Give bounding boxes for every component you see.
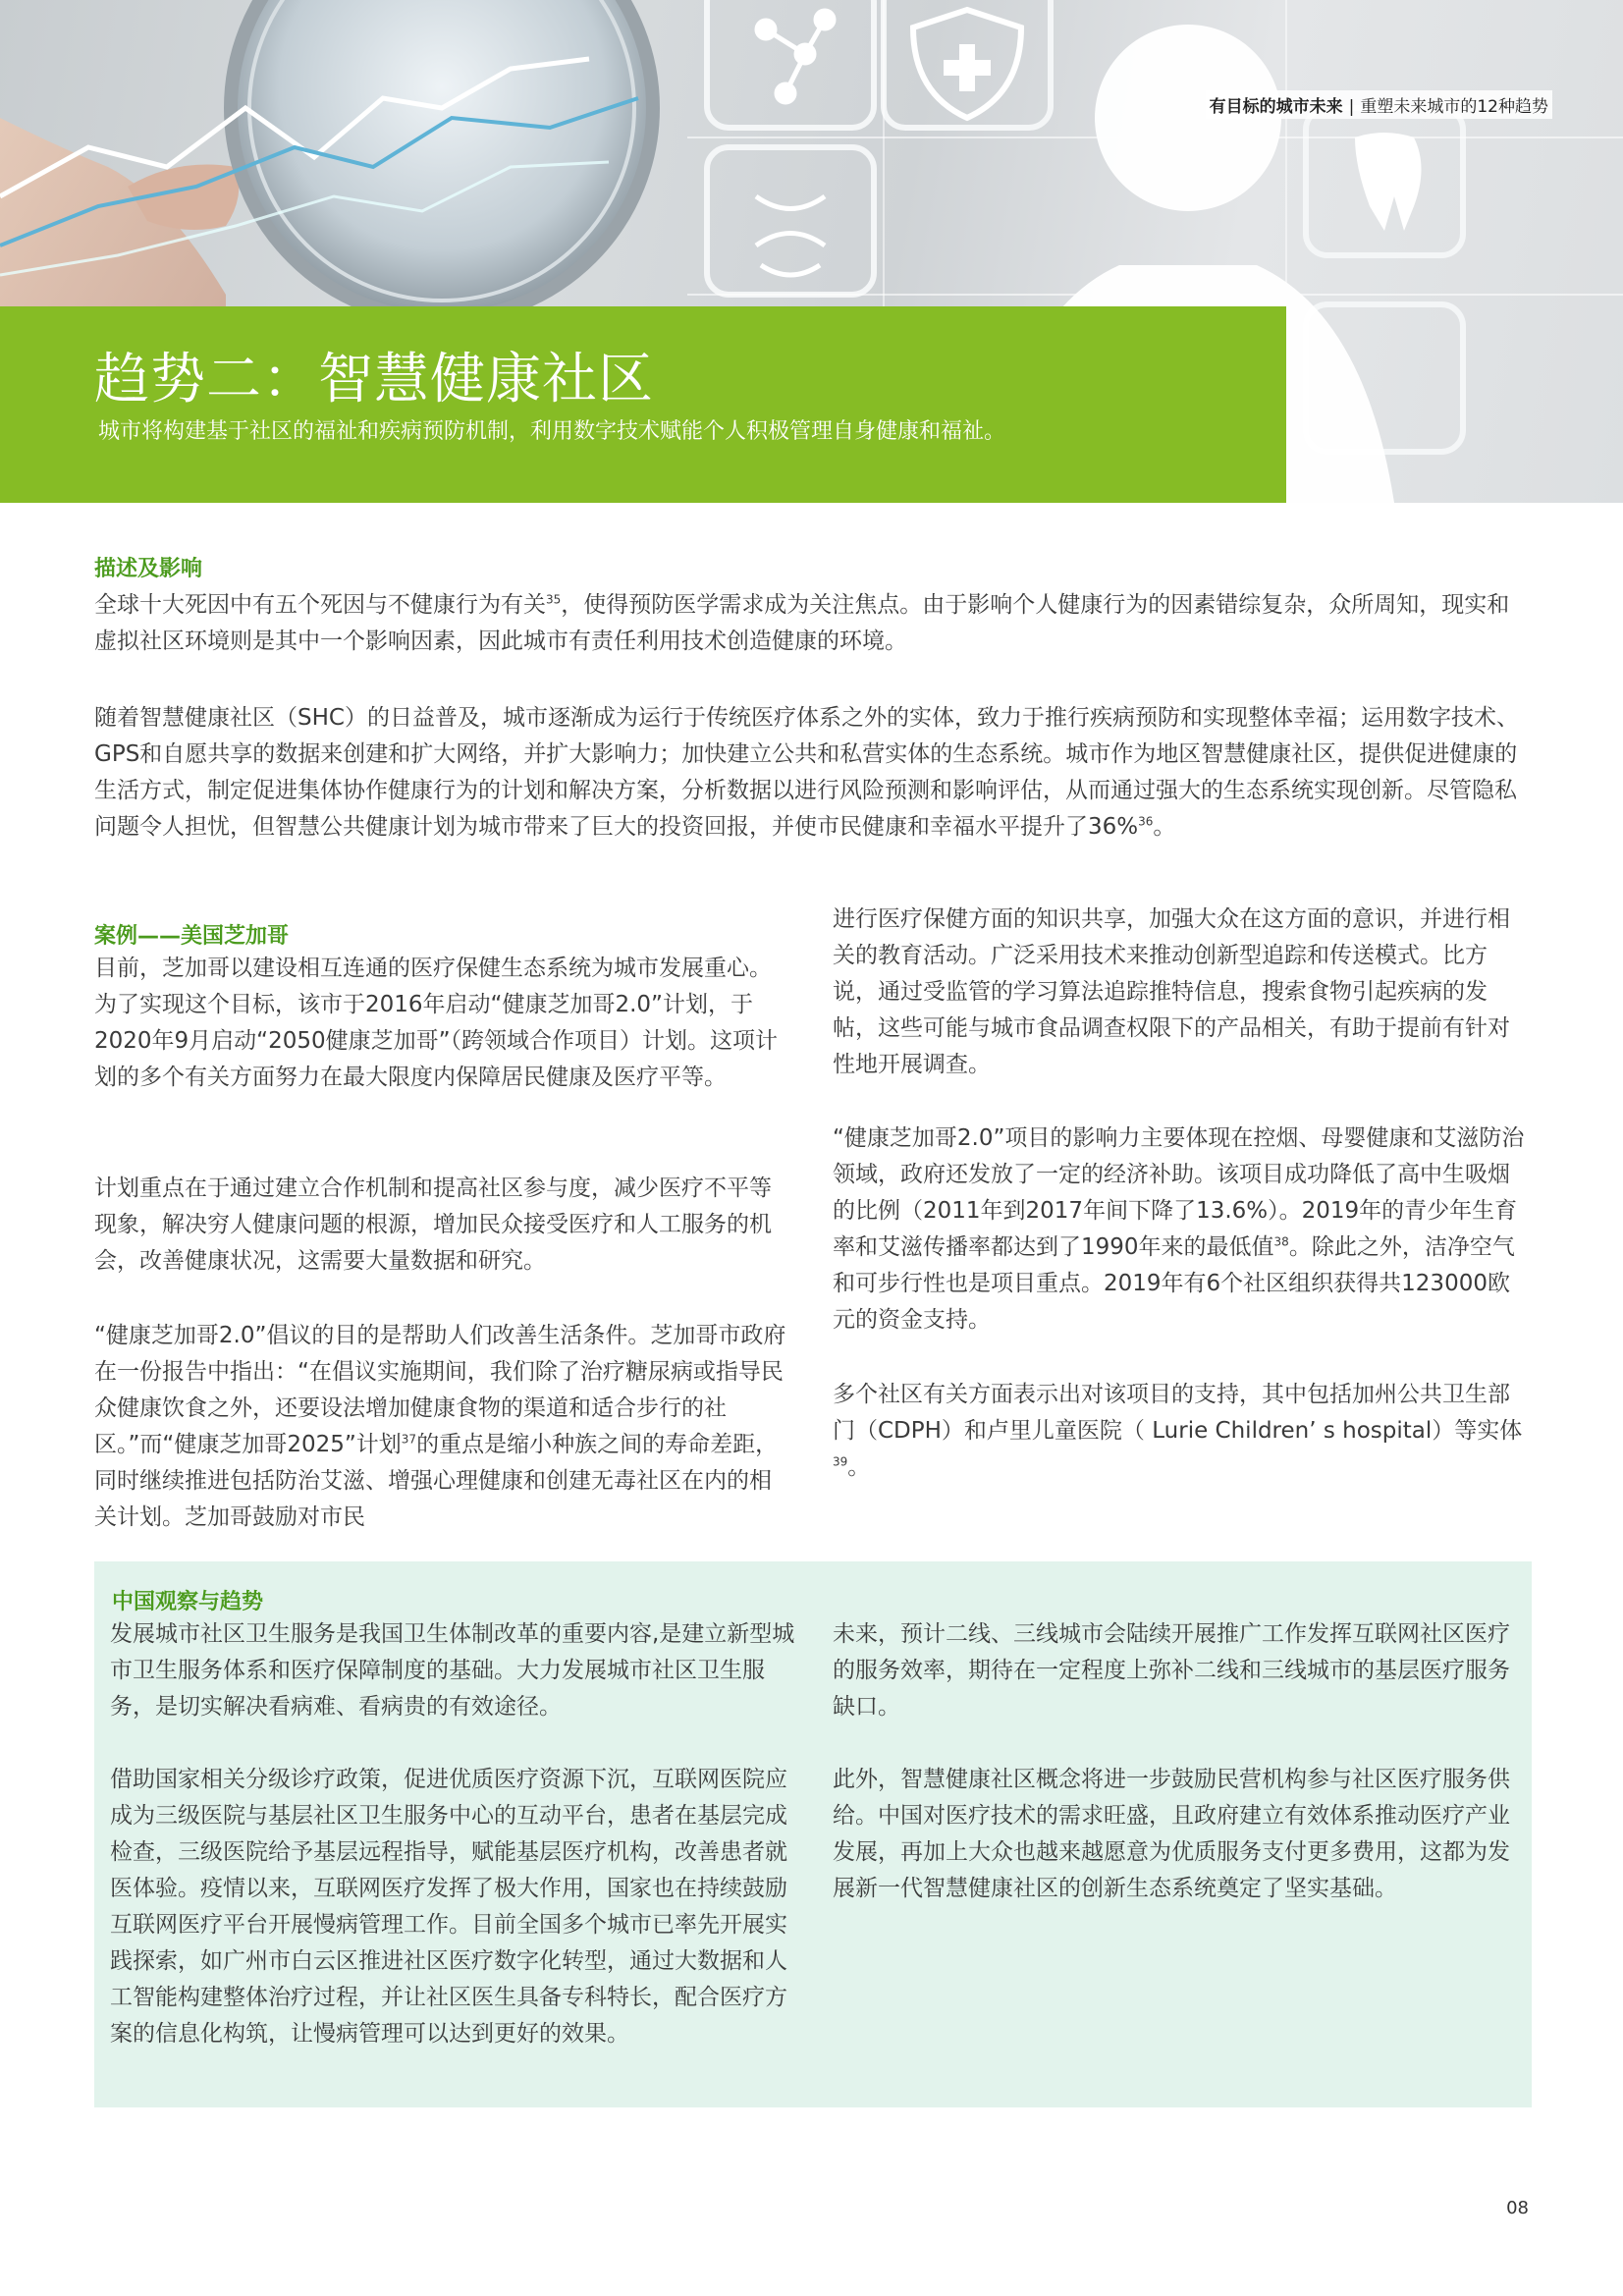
section1-p2-text-b: 。 [1153,814,1176,840]
case-r2-text-b: 。除此之外，洁净空气和可步行性也是项目重点。2019年有6个社区组织获得共123000欧元的资金支持。 [833,1234,1515,1333]
hero-image [0,0,1623,503]
china-insights-box [94,1561,1532,2107]
page-subtitle: 城市将构建基于社区的福祉和疾病预防机制，利用数字技术赋能个人积极管理自身健康和福祉。 [98,419,1006,444]
section1-paragraph-1 [94,587,1532,660]
case-r3-text-a: 多个社区有关方面表示出对该项目的支持，其中包括加州公共卫生部门（CDPH）和卢里儿童医院（ Lurie Children’ s hospital）等实体 [833,1382,1523,1444]
footnote-36: 36 [1138,814,1154,829]
china-right-paragraph-1: 未来，预计二线、三线城市会陆续开展推广工作发挥互联网社区医疗的服务效率，期待在一定程度上弥补二线和三线城市的基层医疗服务缺口。 [833,1621,1510,1720]
footnote-37: 37 [401,1432,417,1447]
section-heading-description: 描述及影响 [94,557,203,581]
case-right-paragraph-3 [833,1377,1532,1486]
running-header-title: 重塑未来城市的12种趋势 [1360,97,1548,117]
china-left-paragraph-2: 借助国家相关分级诊疗政策，促进优质医疗资源下沉，互联网医院应成为三级医院与基层社区卫生服务中心的互动平台，患者在基层完成检查，三级医院给予基层远程指导，赋能基层医疗机构，改善患者就医体验。疫情以来，互联网医疗发挥了极大作用，国家也在持续鼓励互联网医疗平台开展慢病管理工作。目前全国多个城市已率先开展实践探索，如广州市白云区推进社区医疗数字化转型，通过大数据和人工智能构建整体治疗过程，并让社区医生具备专科特长，配合医疗方案的信息化构筑，让慢病管理可以达到更好的效果。 [110,1767,787,2047]
section1-paragraph-2 [94,700,1532,846]
running-header-bold: 有目标的城市未来 [1209,97,1343,117]
china-left-paragraph-1: 发展城市社区卫生服务是我国卫生体制改革的重要内容,是建立新型城市卫生服务体系和医疗保障制度的基础。大力发展城市社区卫生服务，是切实解决看病难、看病贵的有效途径。 [110,1621,795,1720]
title-banner [0,306,1286,503]
running-header-separator: | [1348,97,1355,117]
section-heading-china: 中国观察与趋势 [112,1590,264,1614]
page-number: 08 [1506,2198,1529,2218]
case-r3-text-b: 。 [847,1454,871,1480]
case-right-paragraph-2 [833,1121,1532,1339]
section-heading-case: 案例——美国芝加哥 [94,924,290,949]
case-l3-text-a: “健康芝加哥2.0”倡议的目的是帮助人们改善生活条件。芝加哥市政府在一份报告中指出：“在倡议实施期间，我们除了治疗糖尿病或指导民众健康饮食之外，还要设法增加健康食物的渠道和适合步行的社区。”而“健康芝加哥2025”计划 [94,1323,786,1457]
case-right-paragraph-1: 进行医疗保健方面的知识共享，加强大众在这方面的意识，并进行相关的教育活动。广泛采用技术来推动创新型追踪和传送模式。比方说，通过受监管的学习算法追踪推特信息，搜索食物引起疾病的发帖，这些可能与城市食品调查权限下的产品相关，有助于提前有针对性地开展调查。 [833,906,1510,1077]
footnote-38: 38 [1273,1234,1289,1249]
section1-p1-text-b: ，使得预防医学需求成为关注焦点。由于影响个人健康行为的因素错综复杂，众所周知，现实和虚拟社区环境则是其中一个影响因素，因此城市有责任利用技术创造健康的环境。 [94,592,1510,654]
case-left-paragraph-3 [94,1318,791,1536]
case-left-paragraph-1: 目前，芝加哥以建设相互连通的医疗保健生态系统为城市发展重心。为了实现这个目标，该市于2016年启动“健康芝加哥2.0”计划，于2020年9月启动“2050健康芝加哥”（跨领域合作项目）计划。这项计划的多个有关方面努力在最大限度内保障居民健康及医疗平等。 [94,956,779,1090]
footnote-39: 39 [833,1454,848,1469]
case-r2-text-a: “健康芝加哥2.0”项目的影响力主要体现在控烟、母婴健康和艾滋防治领域，政府还发放了一定的经济补助。该项目成功降低了高中生吸烟的比例（2011年到2017年间下降了13.6%）。2019年的青少年生育率和艾滋传播率都达到了1990年来的最低值 [833,1125,1525,1260]
china-right-paragraph-2: 此外，智慧健康社区概念将进一步鼓励民营机构参与社区医疗服务供给。中国对医疗技术的需求旺盛，且政府建立有效体系推动医疗产业发展，再加上大众也越来越愿意为优质服务支付更多费用，这都为发展新一代智慧健康社区的创新生态系统奠定了坚实基础。 [833,1767,1510,1901]
running-header [1206,90,1552,119]
case-l3-text-b: 的重点是缩小种族之间的寿命差距，同时继续推进包括防治艾滋、增强心理健康和创建无毒社区在内的相关计划。芝加哥鼓励对市民 [94,1432,779,1530]
page-title: 趋势二：智慧健康社区 [94,348,654,411]
section1-p1-text-a: 全球十大死因中有五个死因与不健康行为有关 [94,592,546,618]
footnote-35: 35 [546,592,562,607]
case-left-paragraph-2: 计划重点在于通过建立合作机制和提高社区参与度，减少医疗不平等现象，解决穷人健康问题的根源，增加民众接受医疗和人工服务的机会，改善健康状况，这需要大量数据和研究。 [94,1175,772,1274]
section1-p2-text-a: 随着智慧健康社区（SHC）的日益普及，城市逐渐成为运行于传统医疗体系之外的实体，致力于推行疾病预防和实现整体幸福；运用数字技术、GPS和自愿共享的数据来创建和扩大网络，并扩大影响力；加快建立公共和私营实体的生态系统。城市作为地区智慧健康社区，提供促进健康的生活方式，制定促进集体协作健康行为的计划和解决方案，分析数据以进行风险预测和影响评估，从而通过强大的生态系统实现创新。尽管隐私问题令人担忧，但智慧公共健康计划为城市带来了巨大的投资回报，并使市民健康和幸福水平提升了36% [94,705,1519,840]
